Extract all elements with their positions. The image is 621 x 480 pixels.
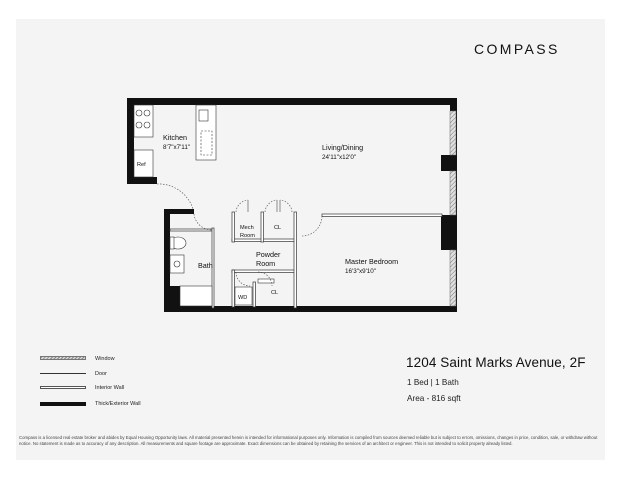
thick-wall-swatch — [40, 402, 86, 406]
ref-label: Ref — [137, 162, 146, 168]
closet-upper-label: CL — [274, 225, 282, 231]
living-dining-dims: 24'11"x12'0" — [322, 154, 357, 161]
legend-window-label: Window — [95, 356, 115, 362]
exterior-walls — [127, 98, 457, 312]
washer-dryer-label: WD — [238, 295, 248, 301]
listing-beds-baths: 1 Bed | 1 Bath — [407, 378, 459, 387]
door-swatch — [40, 373, 86, 374]
window-swatch — [40, 356, 86, 360]
legend — [40, 354, 240, 414]
kitchen-dims: 8'7"x7'11" — [163, 144, 191, 151]
listing-address: 1204 Saint Marks Avenue, 2F — [406, 355, 586, 370]
listing-area: Area - 816 sqft — [407, 394, 461, 403]
legal-disclaimer: Compass is a licensed real estate broker and abides by Equal Housing Opportunity laws. All material presented herein is intended for informational purposes only. Information is compiled from sources deemed reliable but is subject to errors, omissions, changes in price, condition, sale, or withdraw without notice. No statement is made as to accuracy of any description. All measurements and square footage are approximate. Exact dimensions can be obtained by retaining the services of an architect or engineer. This is not intended to solicit property already listed. — [19, 435, 598, 446]
interior-wall-swatch — [40, 386, 86, 389]
legend-interior-wall — [40, 383, 240, 393]
legend-thick-wall-label: Thick/Exterior Wall — [95, 401, 141, 407]
legend-interior-wall-label: Interior Wall — [95, 385, 125, 391]
closet-lower-label: CL — [271, 290, 279, 296]
legend-door — [40, 369, 240, 379]
mech-room-label-2: Room — [240, 233, 255, 239]
master-bedroom-dims: 16'3"x9'10" — [345, 268, 377, 275]
bath-label: Bath — [198, 261, 213, 270]
legend-door-label: Door — [95, 371, 107, 377]
mech-room-label-1: Mech — [240, 225, 254, 231]
legend-thick-wall — [40, 399, 240, 409]
living-dining-label: Living/Dining — [322, 143, 364, 152]
powder-room-label-1: Powder — [256, 250, 281, 259]
legend-window — [40, 354, 240, 364]
kitchen-label: Kitchen — [163, 133, 187, 142]
compass-logo: COMPASS — [474, 41, 560, 57]
powder-room-label-2: Room — [256, 259, 276, 268]
windows — [450, 111, 456, 306]
master-bedroom-label: Master Bedroom — [345, 257, 399, 266]
